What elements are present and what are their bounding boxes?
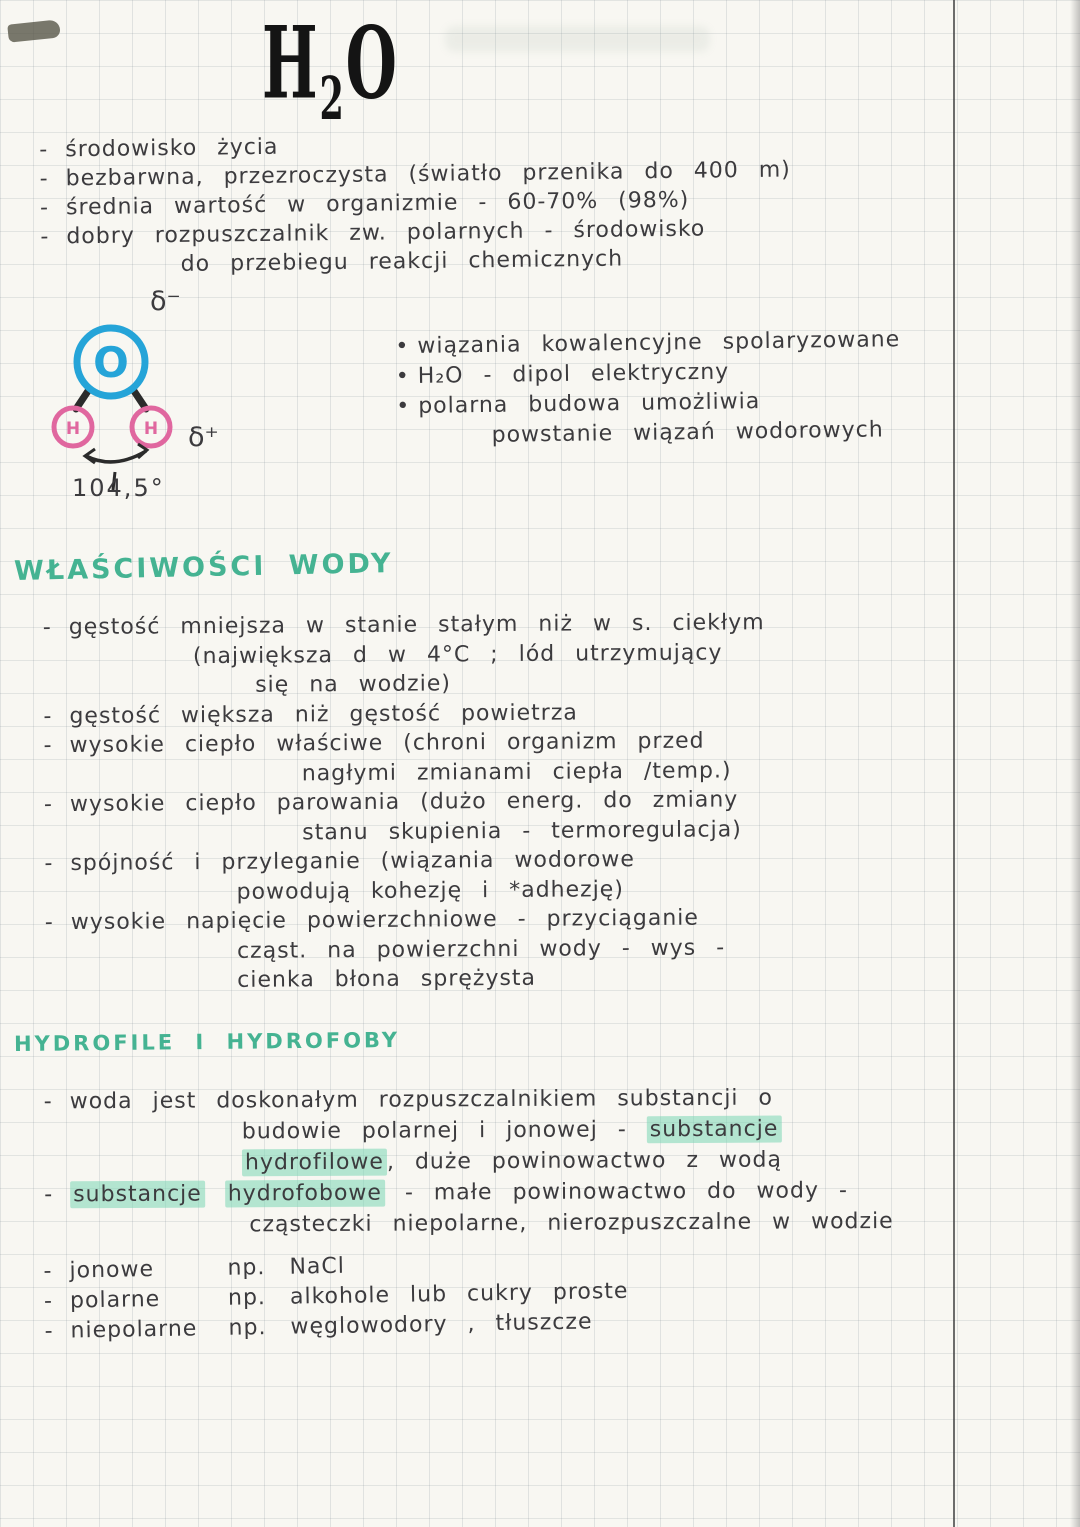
note-text: do przebiegu reakcji chemicznych [180,246,624,277]
properties-notes [43,607,966,997]
note-text: powstanie wiązań wodorowych [491,417,884,448]
title-h: H [262,6,320,123]
oh-bond-right [134,391,146,409]
bullet-dash: - [44,851,54,877]
note-text: wysokie ciepło parowania (dużo energ. do zmiany [69,787,739,818]
title-subscript-2: 2 [319,63,346,134]
note-line [44,1082,964,1118]
note-text: dobry rozpuszczalnik zw. polarnych - środowisko [66,216,706,250]
page-edge-shadow [1070,0,1080,1527]
section-heading-hydro: HYDROFILE I HYDROFOBY [13,1027,401,1057]
note-text: budowie polarnej i jonowej - [241,1117,647,1145]
bullet-dash: - [43,733,53,759]
note-text: wysokie napięcie powierzchniowe - przyciąganie [70,905,699,936]
ink-bleedthrough-smudge [445,26,710,52]
example-value: alkohole lub cukry proste [289,1278,629,1310]
note-text: , duże powinowactwo z wodą [386,1147,782,1175]
bullet-dash: - [39,137,49,163]
highlighted-term: hydrofilowe [242,1149,387,1177]
example-label: polarne [69,1286,161,1314]
note-line [44,1175,964,1211]
section-heading-properties: WŁAŚCIWOŚCI WODY [13,548,394,587]
note-text: woda jest doskonałym rozpuszczalnikiem substancji o [69,1085,774,1115]
bullet-dash: - [39,166,49,192]
bullet-dot: • [395,363,410,390]
example-np: np. [227,1285,267,1311]
highlighted-term: substancje [70,1181,205,1209]
note-text: cząst. na powierzchni wody - wys - [236,934,726,964]
bullet-dash: - [39,195,50,221]
bullet-dash: - [44,1318,54,1344]
note-text: gęstość mniejsza w stanie stałym niż w s. ciekłym [68,610,765,641]
note-text: spójność i przyleganie (wiązania wodorowe [70,847,635,877]
note-text: powodują kohezję i *adhezję) [236,876,624,905]
bullet-dash: - [44,910,54,936]
example-np: np. [228,1315,267,1341]
example-label: jonowe [69,1257,155,1284]
hydro-notes [44,1082,965,1242]
intro-notes [39,124,961,280]
page-title [262,6,399,133]
bullet-dash: - [43,1288,54,1314]
bullet-dash: - [43,1089,53,1115]
example-value: NaCl [289,1253,346,1280]
bullet-dash: - [43,1258,53,1284]
photo-corner-smudge [7,19,61,42]
note-line-continuation [45,961,965,997]
molecule-notes [395,324,997,452]
note-line-continuation [44,1144,964,1180]
note-text: się na wodzie) [255,671,451,698]
note-text: gęstość większa niż gęstość powietrza [69,699,578,729]
highlighted-term: hydrofobowe [225,1180,385,1208]
bullet-dash: - [43,703,53,729]
example-label: niepolarne [70,1316,198,1344]
note-text: cienka błona sprężysta [237,965,537,993]
bullet-dot: • [396,393,411,420]
bullet-dash: - [42,615,52,641]
note-text: cząsteczki niepolarne, nierozpuszczalne w wodzie [249,1208,894,1238]
note-text: H₂O - dipol elektryczny [417,359,730,389]
note-text: (największa d w 4°C ; lód utrzymujący [192,639,723,669]
highlighted-term: substancje [647,1116,782,1144]
note-text: nagłymi zmianami ciepła /temp.) [301,757,732,786]
delta-minus-label: δ⁻ [150,286,181,317]
note-text: średnia wartość w organizmie - 60-70% (98%) [65,187,690,221]
bond-angle-arrow [86,451,146,462]
bullet-dot: • [395,333,410,360]
example-value: węglowodory , tłuszcze [290,1309,593,1340]
bullet-dash: - [44,1182,54,1208]
note-text: - małe powinowactwo do wody - [404,1178,848,1206]
note-line-continuation [44,1206,964,1242]
note-text: polarna budowa umożliwia [418,389,761,419]
example-np: np. [227,1255,266,1281]
note-text: wiązania kowalencyjne spolaryzowane [417,327,901,359]
oxygen-label: O [93,338,129,387]
note-text: wysokie ciepło właściwe (chroni organizm przed [69,728,705,759]
note-text: środowisko życia [65,134,279,163]
note-text: stanu skupienia - termoregulacja) [302,816,742,845]
title-o: O [345,6,399,123]
hydrogen-label-left: H [65,419,81,439]
bullet-dash: - [40,224,50,250]
examples-notes [43,1243,844,1347]
note-line-continuation [44,1113,964,1149]
bullet-dash: - [43,792,54,818]
bond-angle-value: 104,5° [72,474,165,502]
delta-plus-label: δ⁺ [188,422,219,453]
note-text: bezbarwna, przezroczysta (światło przenika do 400 m) [65,157,791,192]
hydrogen-label-right: H [143,419,159,439]
